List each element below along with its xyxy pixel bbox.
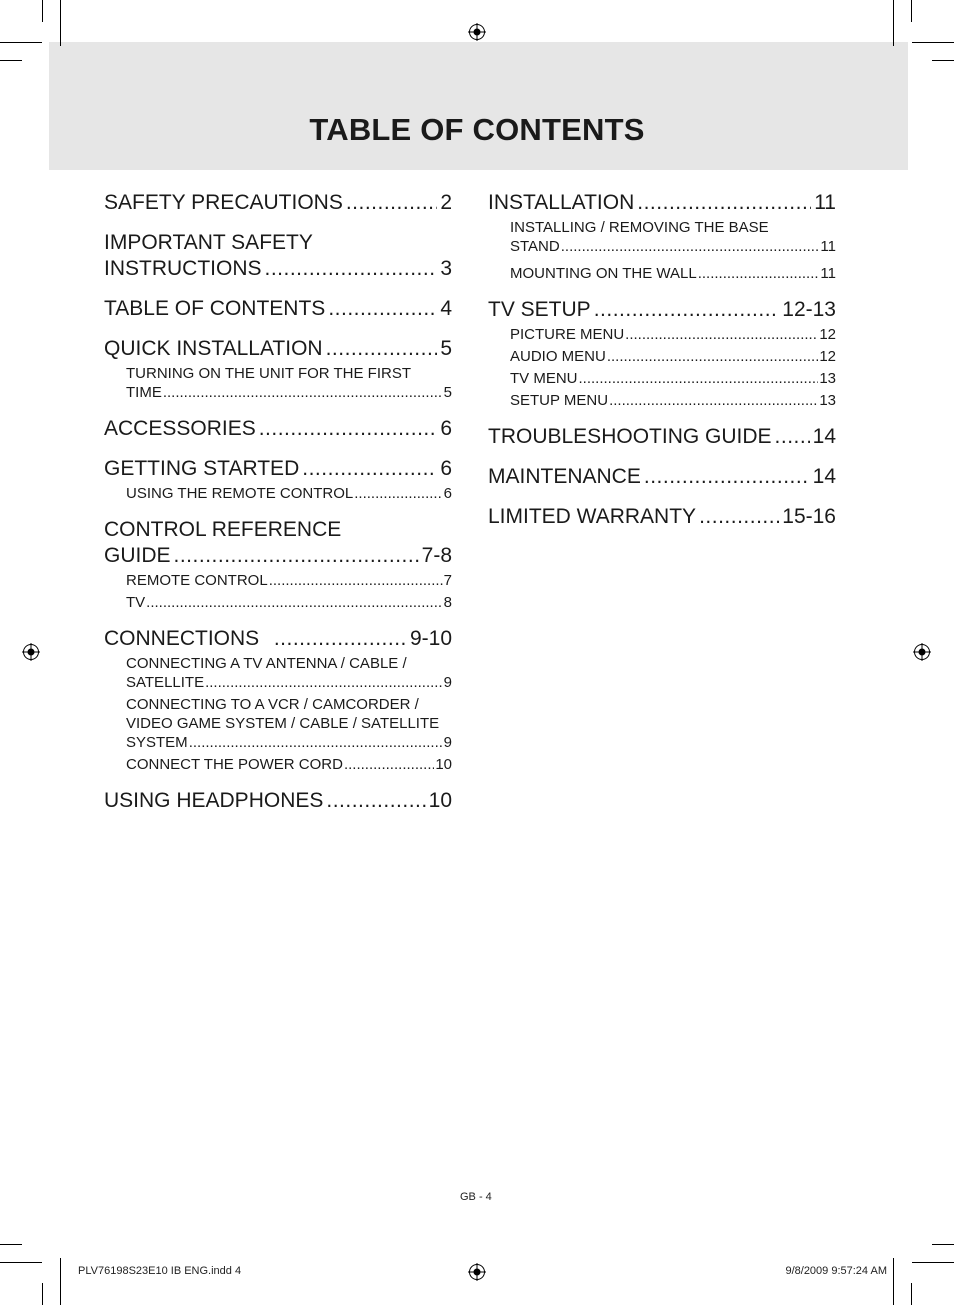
toc-entry-title: MAINTENANCE bbox=[488, 465, 641, 488]
toc-subentry-title: REMOTE CONTROL bbox=[126, 572, 268, 589]
dot-leader bbox=[163, 383, 443, 402]
toc-entry-title: TROUBLESHOOTING GUIDE bbox=[488, 425, 772, 448]
toc-page-number: 8 bbox=[443, 594, 452, 611]
registration-mark-icon bbox=[22, 643, 40, 661]
dot-leader bbox=[189, 733, 443, 752]
toc-entry[interactable] bbox=[104, 626, 452, 774]
dot-leader bbox=[698, 264, 820, 283]
toc-entry[interactable] bbox=[488, 464, 836, 490]
toc-entry-row bbox=[104, 456, 452, 482]
dot-leader bbox=[699, 504, 779, 530]
dot-leader bbox=[561, 237, 820, 256]
page-number: GB - 4 bbox=[460, 1191, 492, 1203]
dot-leader bbox=[269, 571, 443, 590]
toc-entry-title: CONNECTIONS bbox=[104, 627, 271, 650]
dot-leader bbox=[354, 484, 442, 503]
toc-subentry[interactable] bbox=[126, 733, 452, 752]
toc-entry-row bbox=[104, 296, 452, 322]
dot-leader bbox=[328, 296, 437, 322]
toc-subentry-title: CONNECT THE POWER CORD bbox=[126, 756, 343, 773]
toc-subentry-title: USING THE REMOTE CONTROL bbox=[126, 485, 354, 502]
header-band bbox=[49, 42, 908, 170]
toc-page-number: 5 bbox=[440, 337, 452, 360]
toc-subentry[interactable] bbox=[126, 755, 452, 774]
dot-leader bbox=[346, 190, 437, 216]
dot-leader bbox=[637, 190, 811, 216]
toc-entry-title: SAFETY PRECAUTIONS bbox=[104, 191, 343, 214]
toc-page-number: 4 bbox=[440, 297, 452, 320]
toc-subentry-title-line: CONNECTING TO A VCR / CAMCORDER / bbox=[126, 696, 419, 713]
toc-page-number: 9-10 bbox=[409, 627, 452, 650]
toc-page-number: 9 bbox=[443, 734, 452, 751]
toc-entry-title: TV SETUP bbox=[488, 298, 591, 321]
toc-page-number: 6 bbox=[440, 457, 452, 480]
toc-subentry-title: TV bbox=[126, 594, 146, 611]
dot-leader bbox=[644, 464, 810, 490]
toc-entry-row bbox=[104, 788, 452, 814]
dot-leader bbox=[265, 256, 438, 282]
toc-subentry-title: TIME bbox=[126, 384, 162, 401]
dot-leader bbox=[579, 369, 819, 388]
toc-page-number: 7 bbox=[443, 572, 452, 589]
toc-entry[interactable] bbox=[104, 230, 452, 282]
toc-page-number: 3 bbox=[440, 257, 452, 280]
toc-entry-title: USING HEADPHONES bbox=[104, 789, 324, 812]
toc-subentry-title: SATELLITE bbox=[126, 674, 205, 691]
toc-page-number: 5 bbox=[443, 384, 452, 401]
dot-leader bbox=[326, 336, 438, 362]
toc-subentries bbox=[104, 484, 452, 503]
toc-subentries bbox=[104, 654, 452, 774]
toc-subentry-title: SYSTEM bbox=[126, 734, 188, 751]
registration-mark-icon bbox=[468, 23, 486, 41]
toc-subentry-title: SETUP MENU bbox=[510, 392, 609, 409]
dot-leader bbox=[775, 424, 810, 450]
toc-entry[interactable] bbox=[488, 504, 836, 530]
toc-page-number: 12-13 bbox=[782, 298, 836, 321]
toc-entry-row bbox=[488, 504, 836, 530]
page-title: TABLE OF CONTENTS bbox=[309, 112, 645, 147]
toc-page-number: 2 bbox=[440, 191, 452, 214]
dot-leader bbox=[274, 626, 407, 652]
toc-page-number: 13 bbox=[819, 370, 836, 387]
toc-subentry[interactable] bbox=[510, 264, 836, 283]
toc-subentry[interactable] bbox=[510, 325, 836, 344]
toc-page-number: 14 bbox=[812, 425, 836, 448]
toc-entry[interactable] bbox=[104, 788, 452, 814]
toc-subentry[interactable] bbox=[510, 369, 836, 388]
toc-subentry-title-line: CONNECTING A TV ANTENNA / CABLE / bbox=[126, 655, 407, 672]
toc-page-number: 13 bbox=[819, 392, 836, 409]
toc-column-left bbox=[104, 190, 452, 828]
toc-entry-title-line: CONTROL REFERENCE bbox=[104, 518, 342, 541]
dot-leader bbox=[259, 416, 438, 442]
toc-entry[interactable] bbox=[104, 517, 452, 612]
toc-entry-row bbox=[488, 464, 836, 490]
toc-subentry[interactable] bbox=[510, 391, 836, 410]
dot-leader bbox=[594, 297, 780, 323]
toc-subentries bbox=[104, 571, 452, 612]
toc-entry-title: GUIDE bbox=[104, 544, 171, 567]
toc-entry-row bbox=[104, 416, 452, 442]
toc-subentry-title: AUDIO MENU bbox=[510, 348, 606, 365]
toc-entry[interactable] bbox=[488, 297, 836, 410]
dot-leader bbox=[625, 325, 818, 344]
toc-subentry-title: PICTURE MENU bbox=[510, 326, 625, 343]
toc-page-number: 6 bbox=[443, 485, 452, 502]
dot-leader bbox=[146, 593, 442, 612]
toc-page-number: 11 bbox=[820, 238, 836, 255]
toc-subentry-title-line: TURNING ON THE UNIT FOR THE FIRST bbox=[126, 365, 412, 382]
dot-leader bbox=[609, 391, 818, 410]
toc-subentry-title: MOUNTING ON THE WALL bbox=[510, 265, 697, 282]
toc-entry-title: LIMITED WARRANTY bbox=[488, 505, 697, 528]
toc-page-number: 6 bbox=[440, 417, 452, 440]
toc-page-number: 10 bbox=[428, 789, 452, 812]
toc-entry-title: ACCESSORIES bbox=[104, 417, 256, 440]
toc-entry-row bbox=[104, 626, 452, 652]
toc-subentry[interactable] bbox=[126, 484, 452, 503]
toc-page-number: 7-8 bbox=[421, 544, 452, 567]
toc-entry-row bbox=[488, 190, 836, 216]
toc-page-number: 14 bbox=[812, 465, 836, 488]
toc-entry-row bbox=[488, 297, 836, 323]
toc-page-number: 12 bbox=[819, 348, 836, 365]
toc-entry-title: QUICK INSTALLATION bbox=[104, 337, 323, 360]
toc-subentry-title: TV MENU bbox=[510, 370, 578, 387]
toc-subentry[interactable] bbox=[126, 593, 452, 612]
toc-entry[interactable] bbox=[104, 336, 452, 402]
toc-subentries bbox=[104, 364, 452, 402]
toc-entry[interactable] bbox=[104, 416, 452, 442]
toc-subentry[interactable] bbox=[126, 673, 452, 692]
toc-entry-row bbox=[104, 336, 452, 362]
toc-entry-title: GETTING STARTED bbox=[104, 457, 300, 480]
toc-page-number: 10 bbox=[435, 756, 452, 773]
toc-entry[interactable] bbox=[104, 190, 452, 216]
toc-subentry[interactable] bbox=[126, 571, 452, 590]
toc-entry[interactable] bbox=[488, 190, 836, 283]
dot-leader bbox=[326, 788, 425, 814]
toc-entry-title-line: IMPORTANT SAFETY bbox=[104, 231, 313, 254]
dot-leader bbox=[205, 673, 443, 692]
toc-page-number: 11 bbox=[820, 265, 836, 282]
toc-page-number: 11 bbox=[814, 191, 836, 214]
toc-entry[interactable] bbox=[488, 424, 836, 450]
toc-entry[interactable] bbox=[104, 296, 452, 322]
slug-file: PLV76198S23E10 IB ENG.indd 4 bbox=[78, 1265, 242, 1277]
dot-leader bbox=[302, 456, 437, 482]
toc-subentry-title-line: VIDEO GAME SYSTEM / CABLE / SATELLITE bbox=[126, 715, 440, 732]
toc-entry-title: INSTALLATION bbox=[488, 191, 635, 214]
toc-page-number: 9 bbox=[443, 674, 452, 691]
toc-subentries bbox=[488, 218, 836, 283]
toc-column-right bbox=[488, 190, 836, 544]
slug-date: 9/8/2009 9:57:24 AM bbox=[785, 1265, 887, 1277]
dot-leader bbox=[344, 755, 434, 774]
toc-entry-row bbox=[488, 424, 836, 450]
toc-entry-title: INSTRUCTIONS bbox=[104, 257, 262, 280]
toc-subentry[interactable] bbox=[126, 383, 452, 402]
toc-subentry[interactable] bbox=[510, 237, 836, 256]
toc-page-number: 15-16 bbox=[782, 505, 836, 528]
toc-entry-title: TABLE OF CONTENTS bbox=[104, 297, 326, 320]
toc-entry[interactable] bbox=[104, 456, 452, 503]
toc-entry-row bbox=[104, 543, 452, 569]
toc-subentry-title-line: INSTALLING / REMOVING THE BASE bbox=[510, 219, 769, 236]
dot-leader bbox=[607, 347, 818, 366]
toc-subentry-title: STAND bbox=[510, 238, 560, 255]
toc-entry-row bbox=[104, 256, 452, 282]
toc-subentries bbox=[488, 325, 836, 410]
toc-entry-row bbox=[104, 190, 452, 216]
toc-subentry[interactable] bbox=[510, 347, 836, 366]
dot-leader bbox=[174, 543, 419, 569]
registration-mark-icon bbox=[468, 1263, 486, 1281]
toc-page-number: 12 bbox=[819, 326, 836, 343]
registration-mark-icon bbox=[913, 643, 931, 661]
